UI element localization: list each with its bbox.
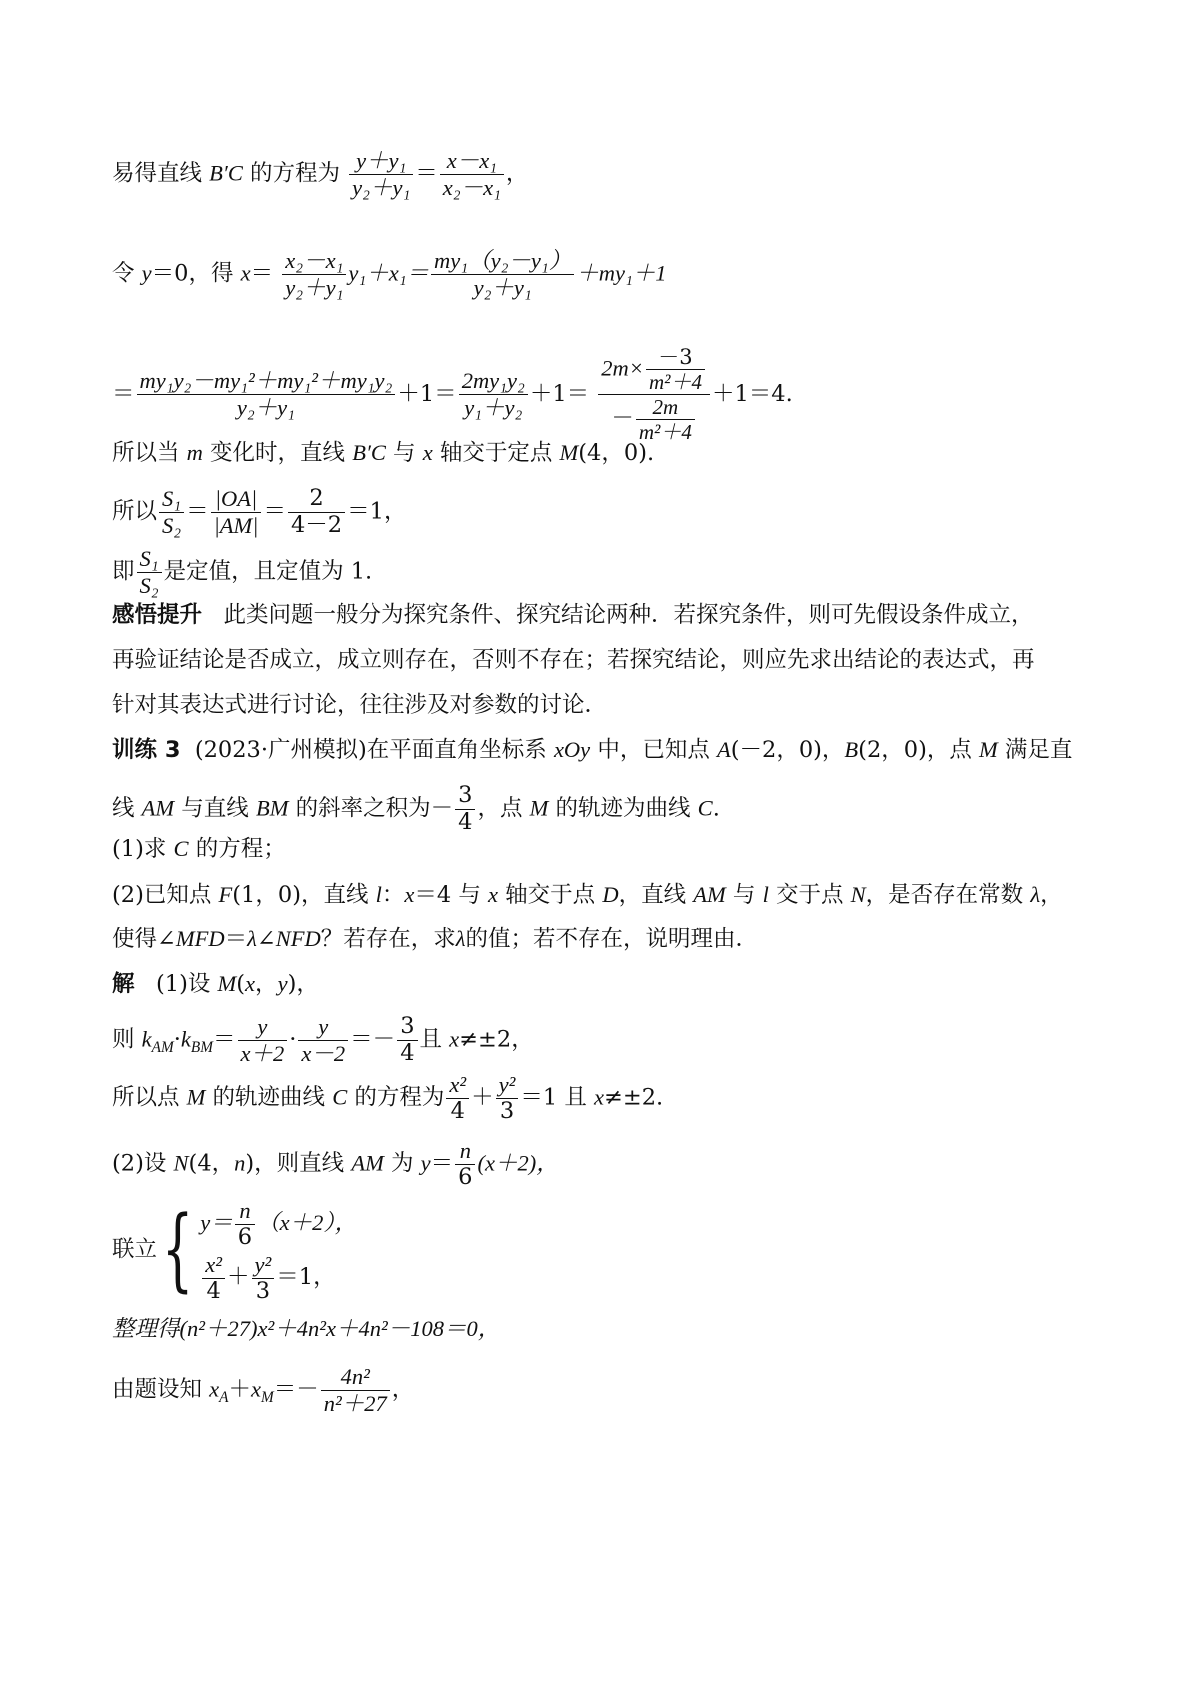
solution-slope-product: 则 $k_{AM}\cdot k_{BM}=$ $\frac{y}{x+2}$ · $\frac{y}{x-2}$ ＝－ $\frac{3}{4}$ 且 x≠±2， — [112, 1013, 534, 1066]
fraction: $\frac{\text{y²}}{3}$ — [496, 1072, 519, 1125]
solution-root-sum: 由题设知 $x_A+x_M=-$ $\frac{\text{4n²}}{\text{n²＋27}}$ ， — [112, 1364, 415, 1416]
fraction: $\frac{\text{x－x₁}}{\text{x₂－x₁}}$ — [440, 148, 504, 201]
solution-line-am: (2)设 N(4，n)，则直线 AM 为 y＝ $\frac{n}{6}$ (x＋2)， — [112, 1138, 559, 1190]
line-bc-equation: 易得直线 B′C 的方程为 $\frac{\text{y＋y₁}}{\text{y₂＋y₁}}$ ＝ $\frac{\text{x－x₁}}{\text{x₂－x₁}}$ ， — [112, 148, 529, 200]
exercise-title: 训练 3 — [112, 737, 181, 763]
fraction: $\frac{\text{4n²}}{\text{n²＋27}}$ — [321, 1364, 390, 1417]
equation-system: y＝ $\frac{n}{6}$ （x＋2）， $\frac{\text{x²}}{4}$ ＋ $\frac{\text{y²}}{3}$ ＝1， — [200, 1197, 358, 1304]
fraction: $\frac{n}{6}$ — [455, 1138, 475, 1191]
fraction: $\frac{\text{x₂－x₁}}{\text{y₂＋y₁}}$ — [282, 248, 346, 301]
fraction: $\frac{y}{x+2}$ — [238, 1014, 288, 1067]
fraction: $\frac{3}{4}$ — [397, 1014, 417, 1067]
left-brace: { — [161, 1197, 194, 1303]
solution-line1: 解 (1)设 M(x，y)， — [112, 971, 319, 997]
question-2-line2: 使得∠MFD＝λ∠NFD？若存在，求λ的值；若不存在，说明理由． — [112, 926, 759, 952]
fraction: $\frac{\text{y²}}{3}$ — [252, 1252, 275, 1305]
math-var: B′C — [209, 160, 243, 186]
insight-paragraph-line3: 针对其表达式进行讨论，往往涉及对参数的讨论． — [112, 692, 608, 718]
text: 的方程为 — [242, 160, 340, 187]
fraction: $\frac{\text{x²}}{4}$ — [446, 1072, 469, 1125]
fraction: $\frac{2}{4-2}$ — [288, 486, 345, 539]
exercise-line2: 线 AM 与直线 BM 的斜率之积为－ $\frac{3}{4}$ ，点 M 的轨迹为曲线 C. — [112, 782, 720, 835]
fraction: $\frac{\text{my₁y₂－my₁²＋my₁²＋my₁y₂}}{\text{y₂＋y₁}}$ — [137, 368, 396, 421]
insight-paragraph-line1: 感悟提升 此类问题一般分为探究条件、探究结论两种．若探究条件，则可先假设条件成立， — [112, 602, 1034, 628]
fraction: $\frac{3}{4}$ — [455, 783, 475, 836]
compound-fraction: 2m× $\frac{-3}{\text{m²＋4}}$ － $\frac{2m}{\text{m²＋4}}$ — [598, 345, 710, 445]
fraction: $\frac{\text{S₁}}{\text{S₂}}$ — [137, 546, 162, 599]
line-simplify: ＝ $\frac{\text{my₁y₂－my₁²＋my₁²＋my₁y₂}}{\text{y₂＋y₁}}$ ＋1＝ $\frac{\text{2my₁y₂}}{\text{y₁＋y₂}}$ ＋1＝ 2m× $\frac{-3}{\text{m²＋4}}$ － $\frac{2m}{\text{m²＋4}}$ ＋1＝4. — [112, 345, 793, 445]
insight-title: 感悟提升 — [112, 602, 203, 628]
line-let-y-zero: 令 y＝0，得 x＝ $\frac{\text{x₂－x₁}}{\text{y₂＋y₁}}$ y₁＋x₁＝ $\frac{\text{my₁（y₂－y₁）}}{\text{y₂＋y₁}}$ ＋my₁＋1 — [112, 248, 667, 300]
solution-curve-equation: 所以点 M 的轨迹曲线 C 的方程为 $\frac{\text{x²}}{4}$ ＋ $\frac{\text{y²}}{3}$ ＝1 且 x≠±2. — [112, 1072, 664, 1124]
fraction: $\frac{\text{2my₁y₂}}{\text{y₁＋y₂}}$ — [459, 368, 528, 421]
line-area-ratio: 所以 $\frac{\text{S₁}}{\text{S₂}}$ ＝ $\frac{|OA|}{|AM|}$ ＝ $\frac{2}{4-2}$ ＝1， — [112, 485, 407, 538]
fraction: $\frac{\text{y＋y₁}}{\text{y₂＋y₁}}$ — [349, 148, 413, 201]
fraction: $\frac{\text{my₁（y₂－y₁）}}{\text{y₂＋y₁}}$ — [431, 248, 574, 301]
solution-system: 联立{ y＝ $\frac{n}{6}$ （x＋2）， $\frac{\text{x²}}{4}$ ＋ $\frac{\text{y²}}{3}$ ＝1， — [112, 1197, 358, 1304]
exercise-line1: 训练 3 (2023·广州模拟)在平面直角坐标系 xOy 中，已知点 A(－2，0)，B(2，0)，点 M 满足直 — [112, 737, 1073, 763]
text: 易得直线 — [112, 160, 210, 187]
line-fixed-point: 所以当 m 变化时，直线 B′C 与 x 轴交于定点 M(4，0). — [112, 440, 655, 466]
line-constant: 即 $\frac{\text{S₁}}{\text{S₂}}$ 是定值，且定值为 1. — [112, 546, 373, 598]
fraction: $\frac{\text{x²}}{4}$ — [202, 1252, 225, 1305]
insight-paragraph-line2: 再验证结论是否成立，成立则存在，否则不存在；若探究结论，则应先求出结论的表达式，再 — [112, 647, 1035, 673]
question-1: (1)求 C 的方程； — [112, 836, 286, 862]
fraction: $\frac{\text{S₁}}{\text{S₂}}$ — [159, 486, 184, 539]
question-2-line1: (2)已知点 F(1，0)，直线 l：x＝4 与 x 轴交于点 D，直线 AM 与 l 交于点 N，是否存在常数 λ， — [112, 882, 1063, 908]
fraction: $\frac{y}{x-2}$ — [298, 1014, 348, 1067]
solution-title: 解 — [112, 971, 135, 997]
fraction: $\frac{|OA|}{|AM|}$ — [211, 486, 262, 539]
fraction: $\frac{n}{6}$ — [235, 1198, 255, 1251]
solution-quadratic: 整理得(n²＋27)x²＋4n²x＋4n²－108＝0， — [112, 1316, 501, 1341]
